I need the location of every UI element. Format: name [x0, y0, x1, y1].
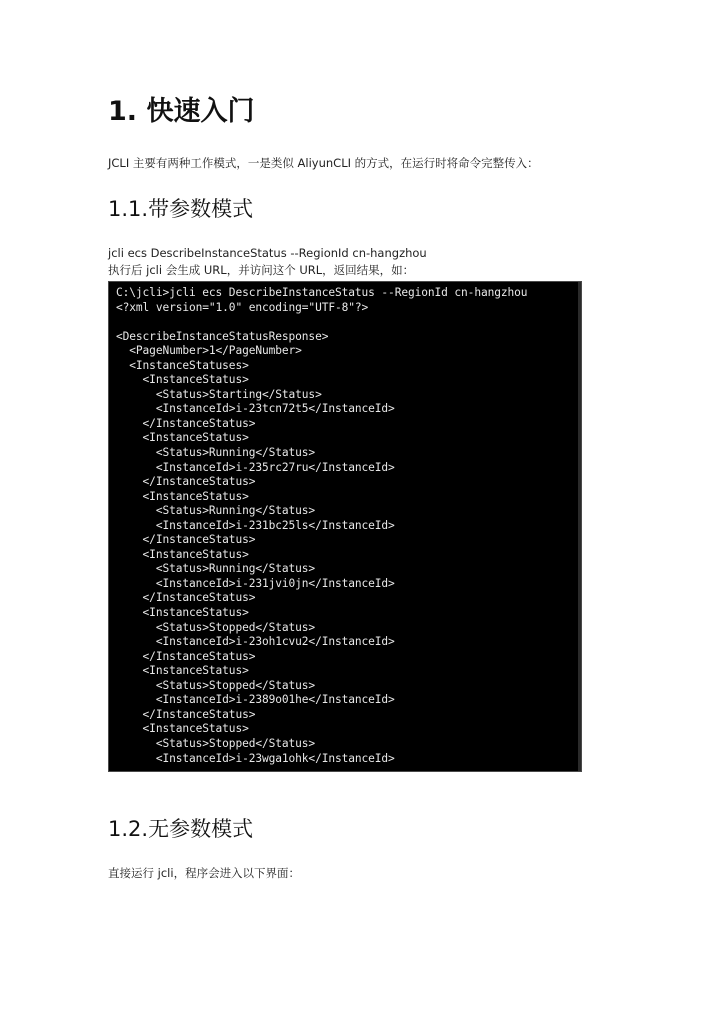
terminal-edge: [578, 282, 581, 771]
terminal-line: <InstanceStatus>: [116, 664, 249, 678]
terminal-line: </InstanceStatus>: [116, 533, 256, 547]
heading-with-parameters-mode: 1.1.带参数模式: [108, 197, 254, 221]
terminal-line: <Status>Running</Status>: [116, 504, 316, 518]
terminal-line: <InstanceId>i-231jvi0jn</InstanceId>: [116, 576, 395, 590]
terminal-line: C:\jcli>jcli ecs DescribeInstanceStatus --RegionId cn-hangzhou: [116, 286, 528, 299]
terminal-line: <Status>Stopped</Status>: [116, 620, 316, 634]
terminal-line: </InstanceStatus>: [116, 591, 256, 605]
direct-run-paragraph: 直接运行 jcli，程序会进入以下界面：: [108, 866, 301, 880]
terminal-line: <InstanceId>i-2389o01he</InstanceId>: [116, 693, 395, 707]
terminal-line: <InstanceStatus>: [116, 373, 249, 387]
terminal-line: <Status>Stopped</Status>: [116, 678, 316, 692]
terminal-line: <InstanceStatus>: [116, 547, 249, 561]
command-description: 执行后 jcli 会生成 URL，并访问这个 URL，返回结果，如：: [108, 263, 415, 277]
terminal-screenshot: [108, 281, 582, 772]
terminal-line: </InstanceStatus>: [116, 649, 256, 663]
terminal-line: </InstanceStatus>: [116, 707, 256, 721]
terminal-line: <InstanceStatus>: [116, 606, 249, 620]
terminal-line: <Status>Stopped</Status>: [116, 736, 316, 750]
terminal-line: <InstanceStatus>: [116, 431, 249, 445]
terminal-line: <InstanceId>i-235rc27ru</InstanceId>: [116, 460, 395, 474]
terminal-line: [116, 315, 581, 330]
terminal-line: <DescribeInstanceStatusResponse>: [116, 329, 329, 343]
terminal-line: </InstanceStatus>: [116, 416, 256, 430]
terminal-line: <InstanceId>i-23wga1ohk</InstanceId>: [116, 751, 395, 765]
terminal-line: <InstanceStatus>: [116, 722, 249, 736]
terminal-line: <PageNumber>1</PageNumber>: [116, 344, 302, 358]
terminal-line: <InstanceStatuses>: [116, 358, 249, 372]
terminal-line: <InstanceId>i-23oh1cvu2</InstanceId>: [116, 635, 395, 649]
intro-paragraph: JCLI 主要有两种工作模式，一是类似 AliyunCLI 的方式，在运行时将命令完整传入：: [108, 156, 539, 170]
terminal-line: <InstanceId>i-231bc25ls</InstanceId>: [116, 518, 395, 532]
terminal-line: <InstanceId>i-23tcn72t5</InstanceId>: [116, 402, 395, 416]
heading-no-parameters-mode: 1.2.无参数模式: [108, 817, 254, 841]
terminal-line: </InstanceStatus>: [116, 475, 256, 489]
heading-quick-start: 1. 快速入门: [108, 96, 255, 127]
command-example: jcli ecs DescribeInstanceStatus --RegionId cn-hangzhou: [108, 246, 427, 260]
terminal-line: <Status>Running</Status>: [116, 446, 316, 460]
terminal-line: <Status>Running</Status>: [116, 562, 316, 576]
terminal-line: <?xml version="1.0" encoding="UTF-8"?>: [116, 300, 369, 314]
terminal-line: <InstanceStatus>: [116, 489, 249, 503]
terminal-line: <Status>Starting</Status>: [116, 387, 322, 401]
